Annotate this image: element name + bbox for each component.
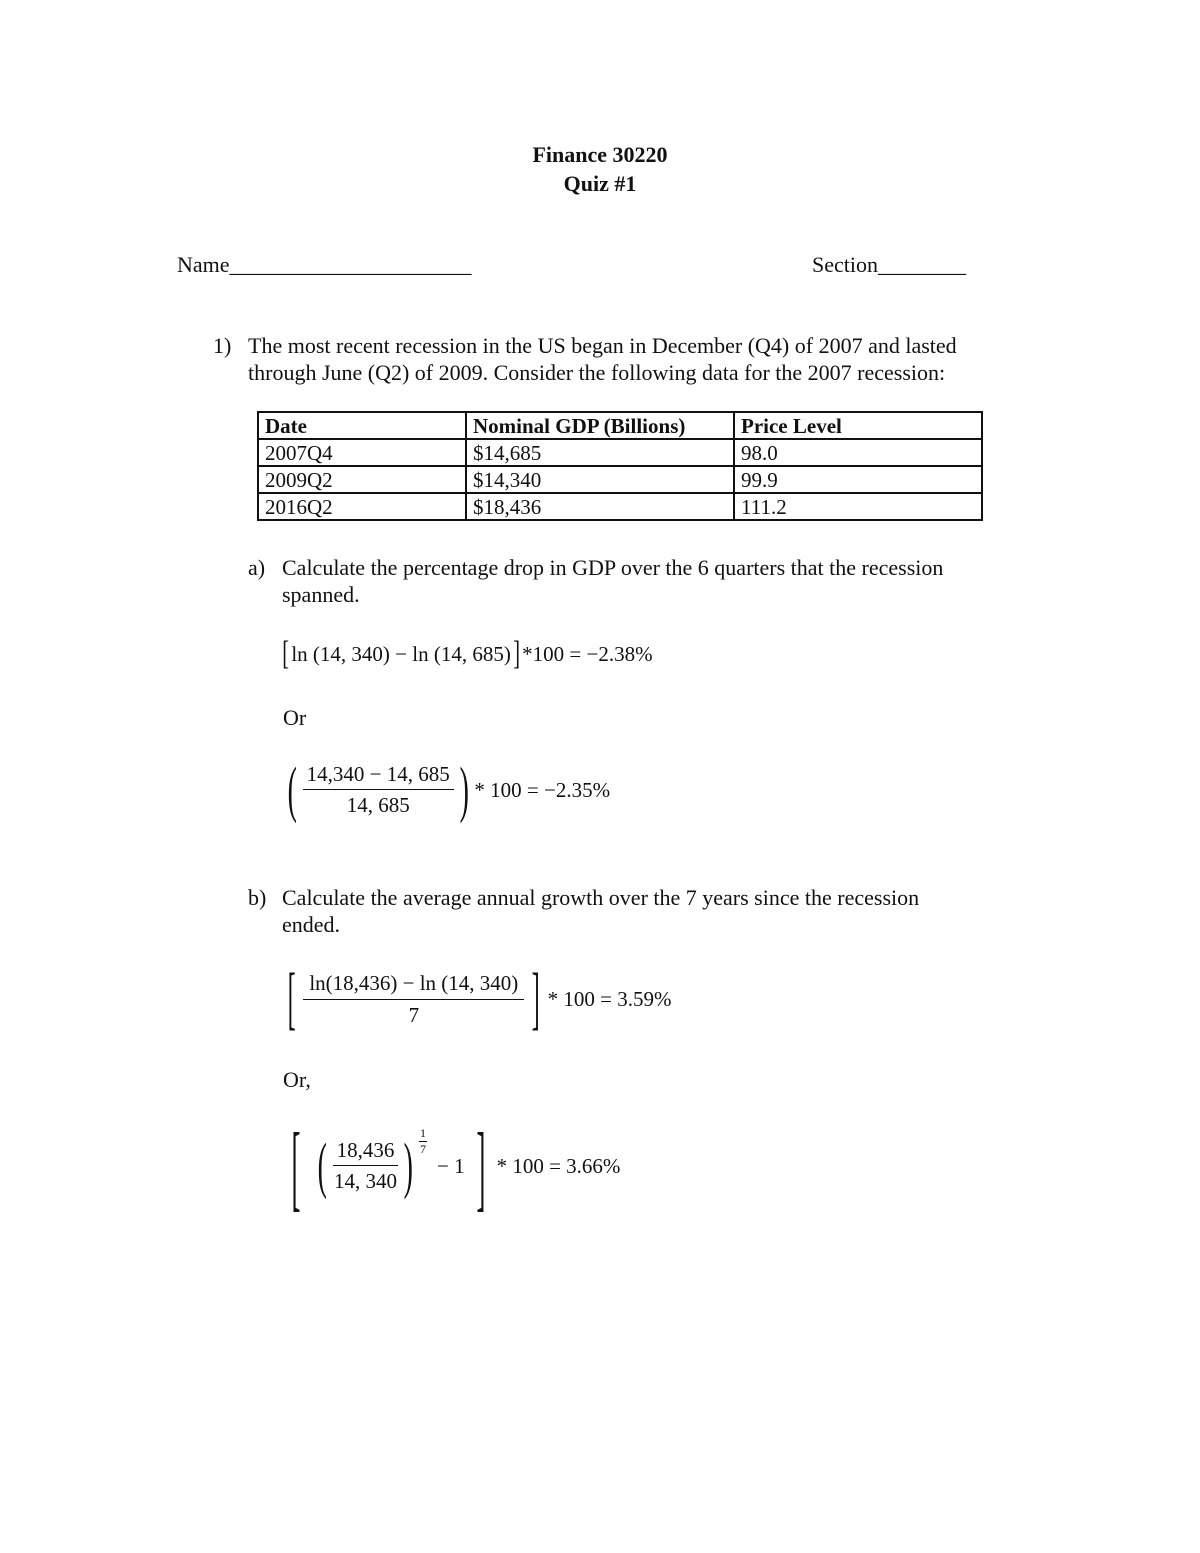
or-label-b: Or, [283, 1067, 311, 1092]
cell-date: 2009Q2 [258, 466, 466, 493]
section-field [812, 251, 966, 278]
formula-average-log-growth [280, 960, 672, 1037]
part-b-label: b) [248, 885, 267, 910]
formula-result: * 100 = 3.59% [547, 986, 672, 1011]
question-number: 1) [213, 333, 232, 358]
cell-date: 2016Q2 [258, 493, 466, 520]
left-bracket: [ [287, 960, 296, 1037]
cell-gdp: $18,436 [466, 493, 734, 520]
fraction [303, 762, 454, 818]
header-price-level: Price Level [734, 412, 982, 439]
minus-one: − 1 [437, 1153, 465, 1178]
part-a-label: a) [248, 555, 266, 580]
formula-percent-change [282, 757, 610, 823]
header-date: Date [258, 412, 466, 439]
header-nominal-gdp: Nominal GDP (Billions) [466, 412, 734, 439]
formula-result: * 100 = −2.35% [474, 777, 611, 802]
fraction-numerator: ln(18,436) − ln (14, 340) [303, 971, 524, 1000]
or-label-a: Or [283, 705, 307, 730]
cell-price: 99.9 [734, 466, 982, 493]
table-row [258, 466, 982, 493]
formula-result: * 100 = 3.66% [496, 1153, 621, 1178]
right-bracket: ] [513, 635, 520, 672]
question-text-line1: The most recent recession in the US began in December (Q4) of 2007 and lasted [248, 333, 957, 358]
cell-price: 111.2 [734, 493, 982, 520]
part-a-text-line2: spanned. [282, 582, 360, 607]
part-a-text-line1: Calculate the percentage drop in GDP over the 6 quarters that the recession [282, 555, 944, 580]
course-title: Finance 30220 [532, 142, 668, 167]
left-paren: ( [287, 755, 297, 824]
gdp-data-table [257, 411, 983, 521]
section-label: Section [812, 252, 878, 277]
part-b-text-line2: ended. [282, 912, 341, 937]
section-blank[interactable]: ________ [878, 252, 966, 277]
left-bracket: [ [291, 1112, 301, 1220]
exponent-fraction [419, 1126, 427, 1157]
right-paren: ) [459, 755, 469, 824]
left-bracket: [ [282, 635, 290, 672]
fraction-numerator: 14,340 − 14, 685 [303, 762, 454, 790]
fraction [303, 971, 524, 1028]
right-paren: ) [404, 1131, 414, 1200]
fraction-denominator: 7 [408, 1002, 420, 1027]
table-row [258, 439, 982, 466]
formula-expression: ln (14, 340) − ln (14, 685) [291, 641, 511, 666]
cell-date: 2007Q4 [258, 439, 466, 466]
fraction-numerator: 18,436 [333, 1138, 399, 1166]
right-bracket: ] [531, 960, 541, 1037]
right-bracket: ] [476, 1112, 486, 1220]
left-paren: ( [317, 1131, 327, 1200]
table-row [258, 493, 982, 520]
question-text-line2: through June (Q2) of 2009. Consider the following data for the 2007 recession: [248, 360, 946, 385]
cell-gdp: $14,340 [466, 466, 734, 493]
formula-log-difference [280, 635, 653, 672]
name-blank[interactable]: ______________________ [229, 252, 472, 277]
fraction-denominator: 14, 685 [346, 793, 410, 817]
name-field [177, 251, 472, 278]
fraction-denominator: 14, 340 [334, 1169, 397, 1193]
exponent-numerator: 1 [420, 1126, 427, 1140]
part-b-text-line1: Calculate the average annual growth over the 7 years since the recession [282, 885, 920, 910]
formula-compound-growth [280, 1112, 621, 1220]
table-header-row [258, 412, 982, 439]
quiz-title: Quiz #1 [563, 171, 637, 196]
cell-price: 98.0 [734, 439, 982, 466]
fraction [333, 1138, 399, 1194]
exponent-denominator: 7 [420, 1142, 427, 1156]
name-label: Name [177, 252, 230, 277]
formula-result: *100 = −2.38% [522, 641, 653, 666]
cell-gdp: $14,685 [466, 439, 734, 466]
